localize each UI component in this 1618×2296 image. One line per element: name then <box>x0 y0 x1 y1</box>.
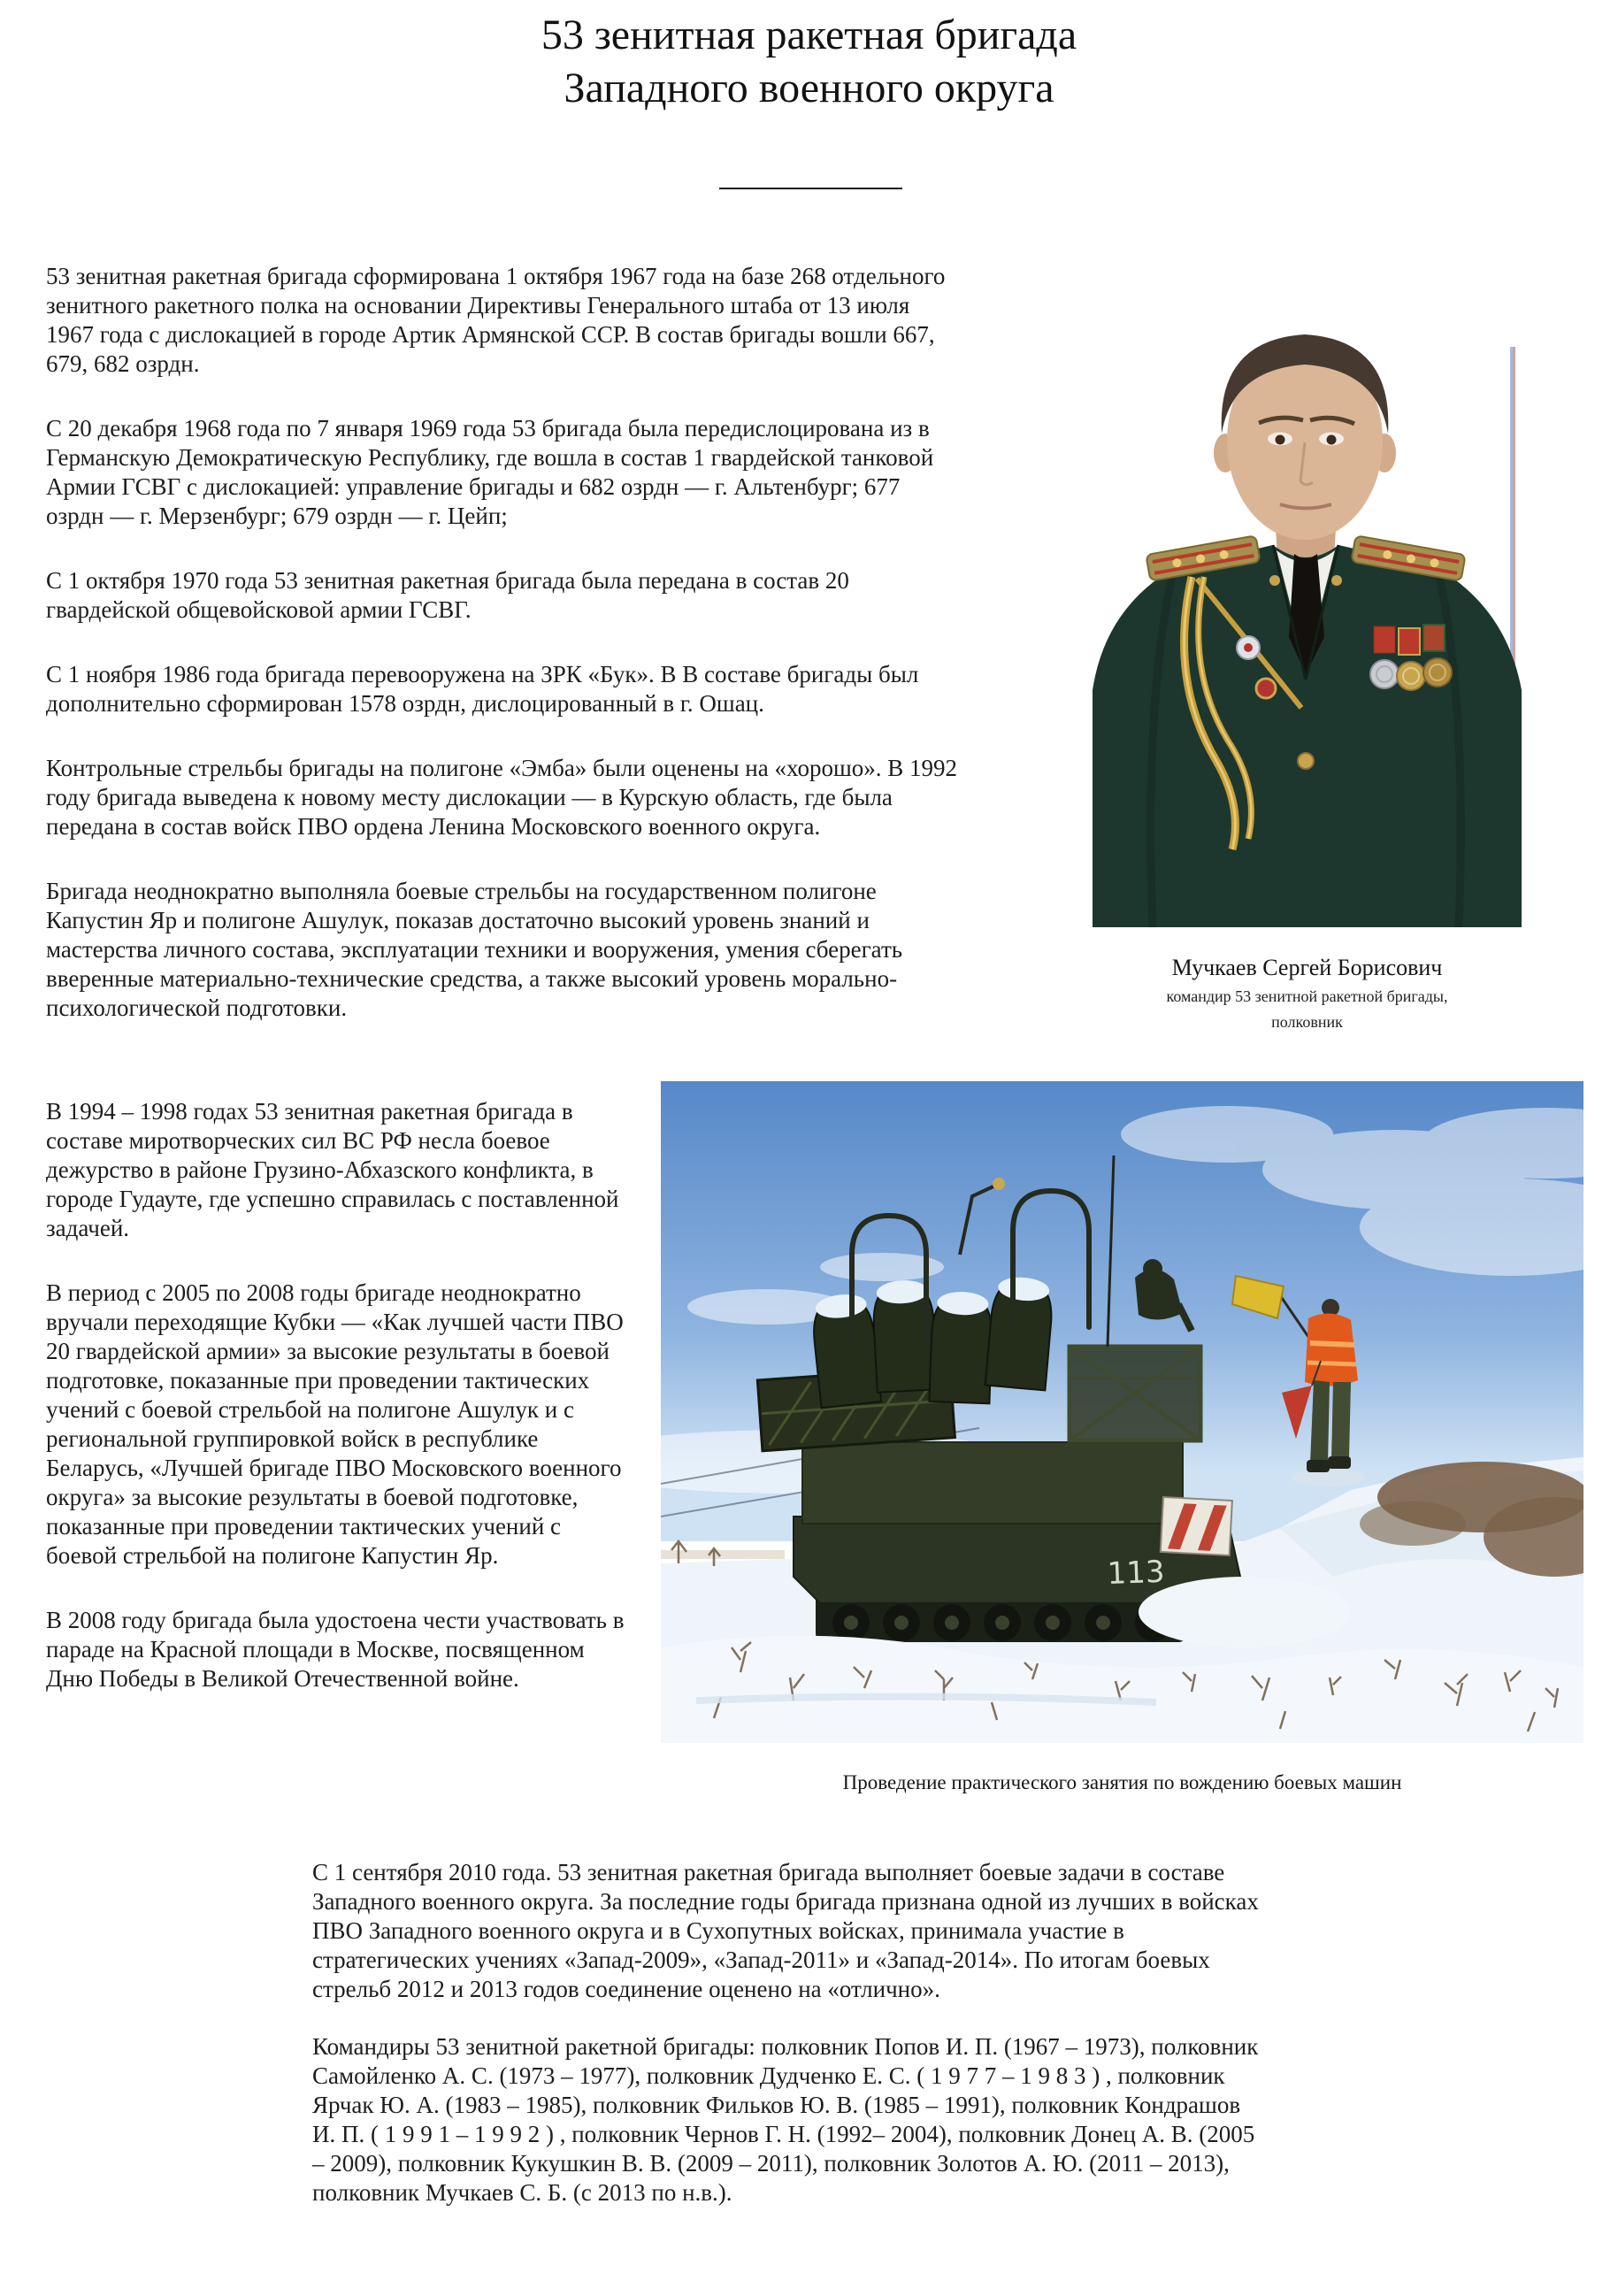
page-title <box>0 9 1618 115</box>
launcher-deck <box>802 1442 1183 1524</box>
safety-vest <box>1305 1313 1358 1386</box>
title-divider <box>719 188 902 189</box>
boot <box>1328 1456 1351 1469</box>
commander-portrait-figure <box>1093 265 1522 1035</box>
commander-portrait-photo <box>1093 265 1522 927</box>
page-title-line2: Западного военного округа <box>564 65 1054 111</box>
history-paragraph: С 1 сентября 2010 года. 53 зенитная ракетная бригада выполняет боевые задачи в составе Западного военного округа. За последние годы бригада признана одной из лучших в войсках ПВО Западного военного округа и в Сухопутных войсках, принимала участие в стратегических учениях «Запад-2009», «Запад-2011» и «Запад-2014». По итогам боевых стрельб 2012 и 2013 годов соединение оценено на «отлично». <box>312 1859 1259 2002</box>
rail-basket <box>1070 1347 1200 1440</box>
vehicle-photo-figure <box>661 1081 1583 1796</box>
vehicle-photo <box>661 1081 1583 1743</box>
history-paragraph: С 1 ноября 1986 года бригада перевооружена на ЗРК «Бук». В В составе бригады был дополнительно сформирован 1578 озрдн, дислоцированный в г. Ошац. <box>46 661 919 717</box>
history-paragraph: Бригада неоднократно выполняла боевые стрельбы на государственном полигоне Капустин Яр и полигоне Ашулук, показав достаточно высокий уровень знаний и мастерства личного состава, эксплуатации техники и вооружения, умения сберегать вверенные материально-технические средства, а также высокий уровень морально-психологической подготовки. <box>46 878 903 1021</box>
snow-drift <box>1139 1577 1351 1647</box>
history-paragraph: В период с 2005 по 2008 годы бригаде неоднократно вручали переходящие Кубки — «Как лучшей части ПВО 20 гвардейской армии» за высокие результаты в боевой подготовке, показанные при проведении тактических учений с боевой стрельбой на полигоне Ашулук и с региональной группировкой войск в республике Беларусь, «Лучшей бригаде ПВО Московского военного округа» за высокие результаты в боевой подготовке, показанные при проведении тактических учений с боевой стрельбой на полигоне Капустин Яр. <box>46 1279 624 1569</box>
portrait-caption-name: Мучкаев Сергей Борисович <box>1171 955 1443 980</box>
history-paragraph: Контрольные стрельбы бригады на полигоне «Эмба» были оценены на «хорошо». В 1992 году бригада выведена к новому месту дислокации — в Курскую область, где была передана в состав войск ПВО ордена Ленина Московского военного округа. <box>46 755 958 840</box>
hull-number: 113 <box>1106 1554 1166 1592</box>
modern-history-column <box>312 1858 1261 2236</box>
portrait-caption <box>1093 952 1522 1035</box>
history-column <box>46 262 957 1058</box>
portrait-caption-role: командир 53 зенитной ракетной бригады, <box>1166 987 1448 1005</box>
history-paragraph: 53 зенитная ракетная бригада сформирована 1 октября 1967 года на базе 268 отдельного зенитного ракетного полка на основании Директивы Генерального штаба от 13 июля 1967 года с дислокацией в городе Артик Армянской ССР. В состав бригады вошли 667, 679, 682 озрдн. <box>46 263 946 377</box>
collar-emblem <box>1269 575 1280 586</box>
commanders-paragraph: Командиры 53 зенитной ракетной бригады: полковник Попов И. П. (1967 – 1973), полковник Самойленко А. С. (1973 – 1977), полковник Дудченко Е. С. ( 1 9 7 7 – 1 9 8 3 ) , полковник Ярчак Ю. А. (1983 – 1985), полковник Фильков Ю. В. (1985 – 1991), полковник Кондрашов И. П. ( 1 9 9 1 – 1 9 9 2 ) , полковник Чернов Г. Н. (1992– 2004), полковник Донец А. В. (2005 – 2009), полковник Кукушкин В. В. (2009 – 2011), полковник Золотов А. Ю. (2011 – 2013), полковник Мучкаев С. Б. (с 2013 по н.в.). <box>312 2033 1259 2206</box>
rear-striped-plate <box>1161 1497 1232 1555</box>
antenna-tip <box>993 1178 1005 1190</box>
boot <box>1307 1460 1330 1472</box>
portrait-caption-rank: полковник <box>1271 1013 1343 1031</box>
vehicle-caption: Проведение практического занятия по вождению боевых машин <box>842 1771 1402 1793</box>
peacekeeping-column <box>46 1097 628 1729</box>
history-paragraph: В 1994 – 1998 годах 53 зенитная ракетная бригада в составе миротворческих сил ВС РФ несла боевое дежурство в районе Грузино-Абхазского конфликта, в городе Гудауте, где успешно справилась с поставленной задачей. <box>46 1098 619 1241</box>
history-paragraph: С 1 октября 1970 года 53 зенитная ракетная бригада была передана в состав 20 гвардейской общевойсковой армии ГСВГ. <box>46 567 849 623</box>
history-paragraph: С 20 декабря 1968 года по 7 января 1969 года 53 бригада была передислоцирована из в Германскую Демократическую Республику, где вошла в состав 1 гвардейской танковой Армии ГСВГ с дислокацией: управление бригады и 682 озрдн — г. Альтенбург; 677 озрдн — г. Мерзенбург; 679 озрдн — г. Цейп; <box>46 415 934 529</box>
collar-emblem <box>1331 575 1342 586</box>
history-paragraph: В 2008 году бригада была удостоена чести участвовать в параде на Красной площади в Москве, посвященном Дню Победы в Великой Отечественной войне. <box>46 1607 625 1692</box>
leg <box>1331 1382 1351 1460</box>
page-title-line1: 53 зенитная ракетная бригада <box>541 12 1077 58</box>
tunic-button <box>1298 753 1314 769</box>
